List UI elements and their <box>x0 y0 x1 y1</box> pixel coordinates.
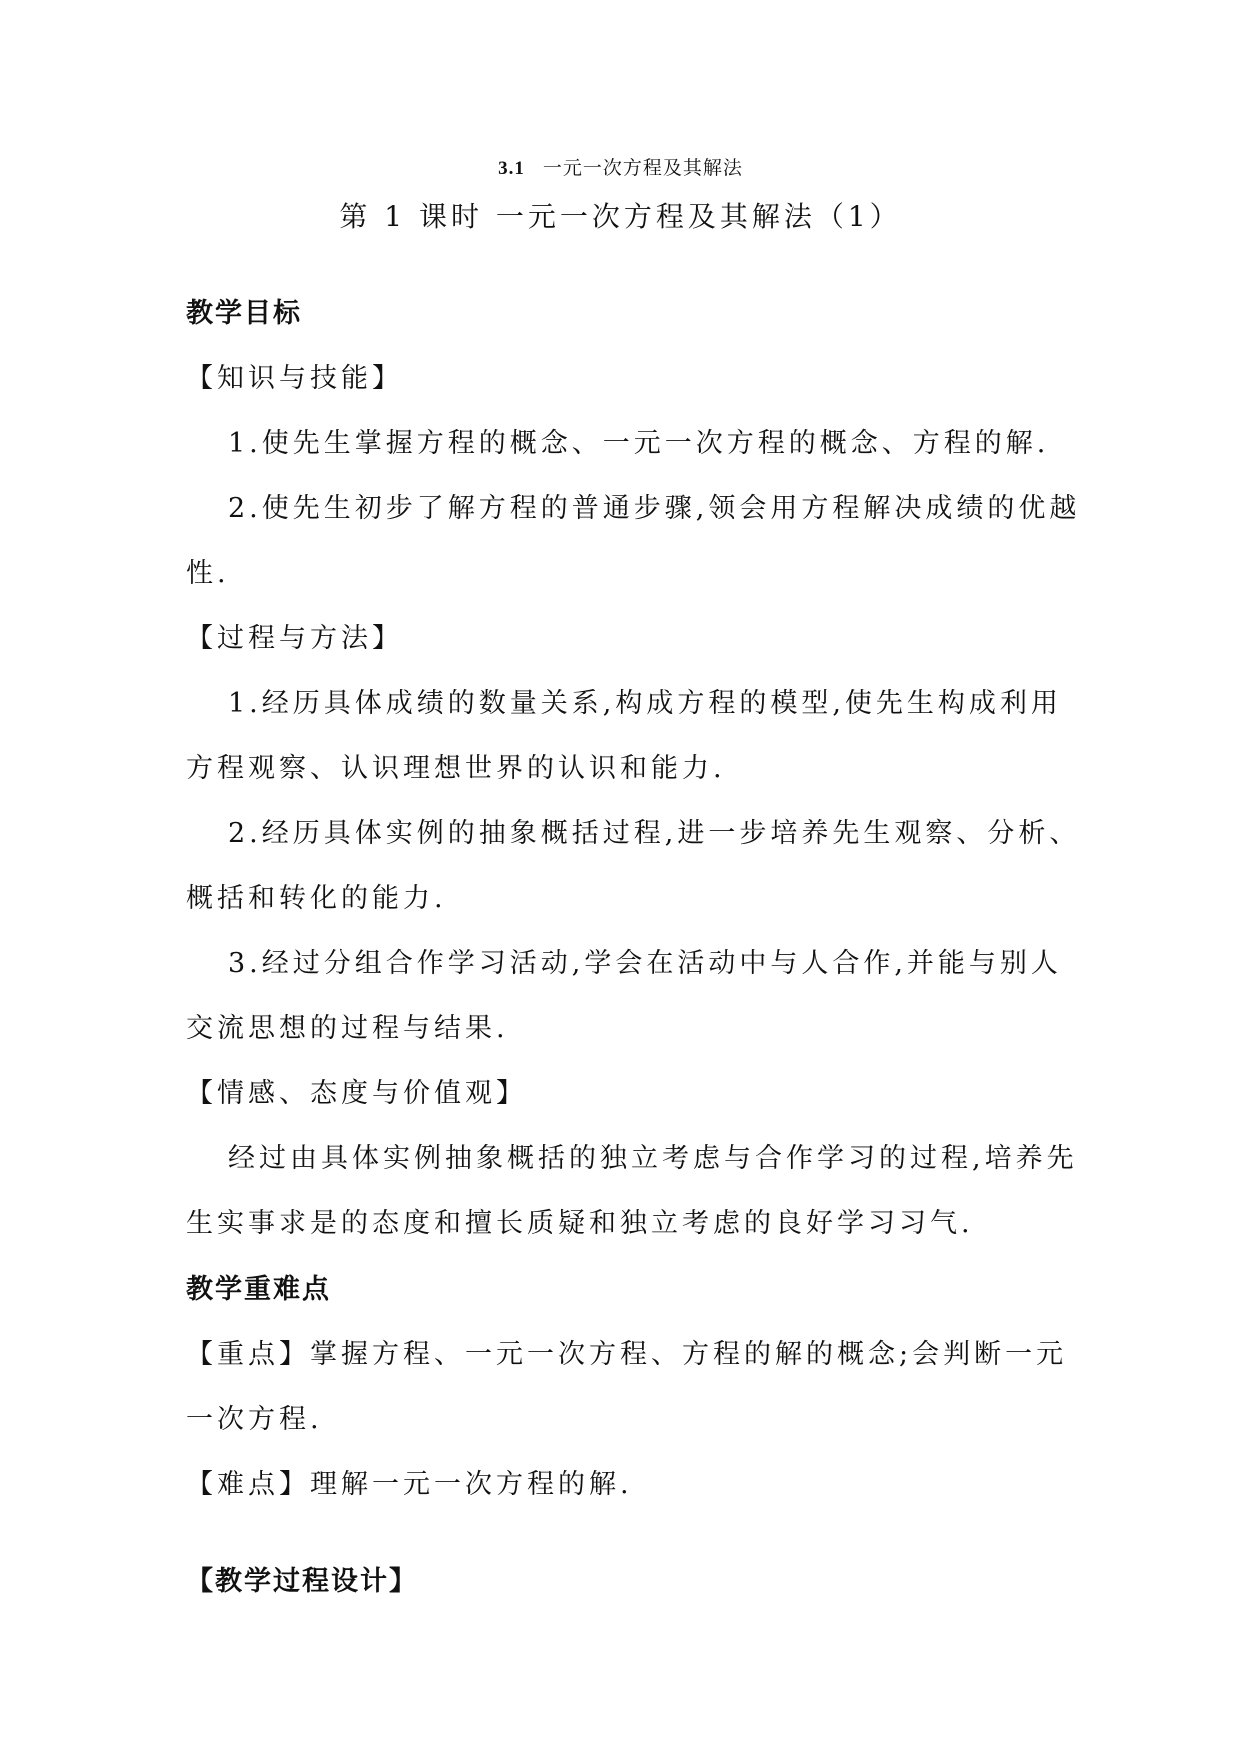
knowledge-label: 【知识与技能】 <box>186 363 403 394</box>
lesson-title: 第 1 课时 一元一次方程及其解法（1） <box>339 200 902 233</box>
objectives-heading: 教学目标 <box>186 298 302 329</box>
emotion-label: 【情感、态度与价值观】 <box>186 1078 527 1109</box>
key-points-heading: 教学重难点 <box>186 1274 331 1305</box>
knowledge-item-2-line-1: 2.使先生初步了解方程的普通步骤,领会用方程解决成绩的优越 <box>228 493 1081 524</box>
difficulty-point: 【难点】理解一元一次方程的解. <box>186 1469 633 1500</box>
emotion-text-line-1: 经过由具体实例抽象概括的独立考虑与合作学习的过程,培养先 <box>228 1143 1078 1174</box>
process-item-3-line-2: 交流思想的过程与结果. <box>186 1013 509 1044</box>
process-item-2-line-2: 概括和转化的能力. <box>186 883 447 914</box>
process-label: 【过程与方法】 <box>186 623 403 654</box>
chapter-title-text: 一元一次方程及其解法 <box>542 157 743 179</box>
process-item-3-line-1: 3.经过分组合作学习活动,学会在活动中与人合作,并能与别人 <box>228 948 1062 979</box>
process-item-1-line-1: 1.经历具体成绩的数量关系,构成方程的模型,使先生构成利用 <box>228 688 1062 719</box>
knowledge-item-1: 1.使先生掌握方程的概念、一元一次方程的概念、方程的解. <box>228 428 1050 459</box>
process-item-2-line-1: 2.经历具体实例的抽象概括过程,进一步培养先生观察、分析、 <box>228 818 1081 849</box>
process-item-1-line-2: 方程观察、认识理想世界的认识和能力. <box>186 753 726 784</box>
chapter-number: 3.1 <box>498 158 525 179</box>
design-heading: 【教学过程设计】 <box>186 1566 418 1597</box>
knowledge-item-2-line-2: 性. <box>186 558 230 589</box>
key-point-line-2: 一次方程. <box>186 1404 323 1435</box>
emotion-text-line-2: 生实事求是的态度和擅长质疑和独立考虑的良好学习习气. <box>186 1208 974 1239</box>
chapter-title <box>0 148 1241 189</box>
key-point-line-1: 【重点】掌握方程、一元一次方程、方程的解的概念;会判断一元 <box>186 1339 1068 1370</box>
